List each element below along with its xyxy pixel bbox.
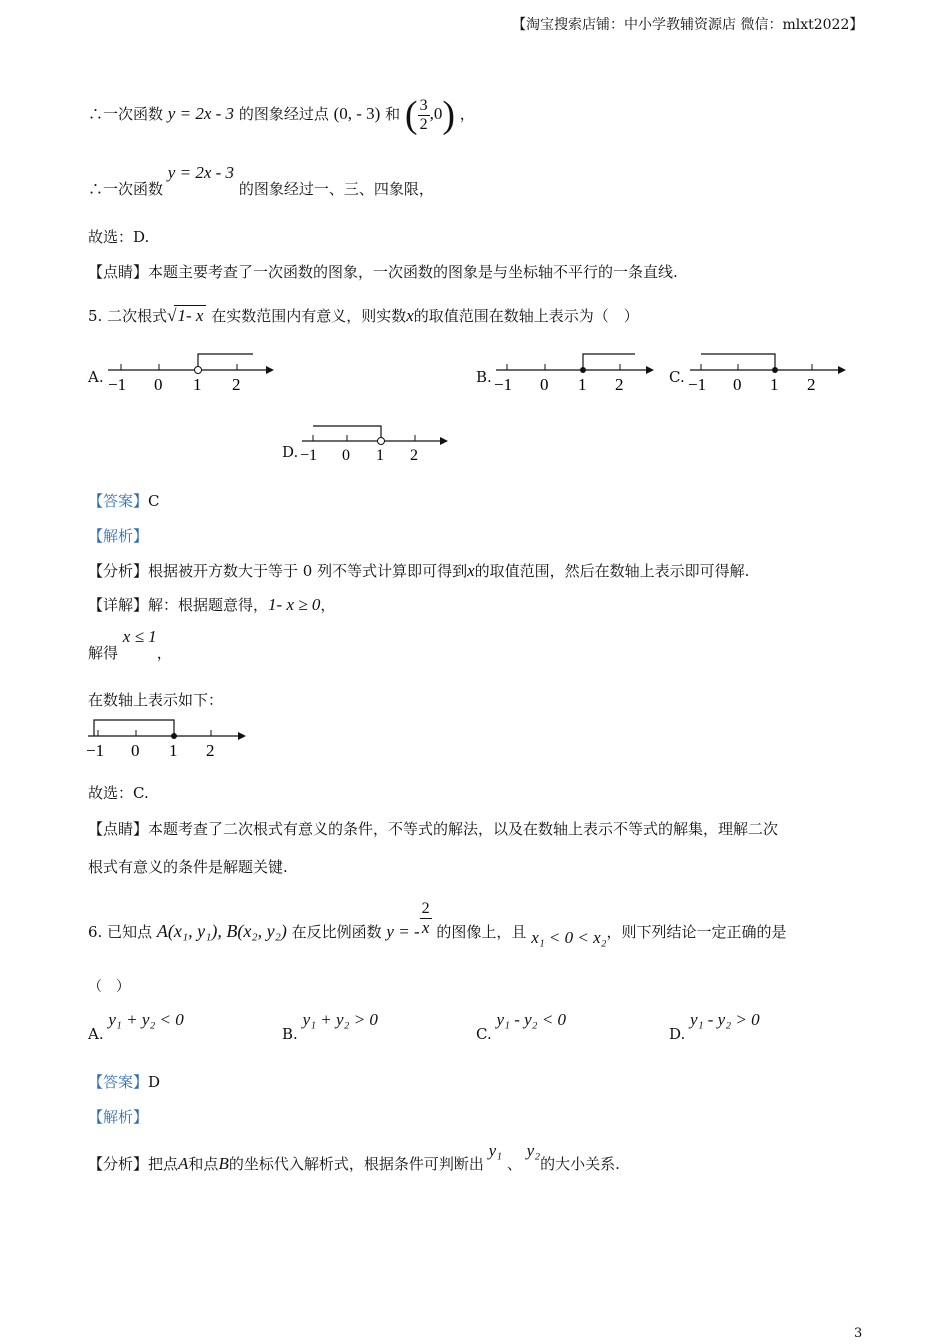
solution-bracket [94,720,174,736]
tick-label: 2 [206,741,215,760]
arrow-icon [238,732,246,740]
comment-text: 本题主要考查了一次函数的图象，一次函数的图象是与坐标轴不平行的一条直线. [148,263,678,281]
q6-answer [88,1071,160,1092]
q5-option-d-label: D. [282,443,299,461]
q6-stem-mid: 在反比例函数 [291,922,382,941]
q6-fenxi [88,1140,620,1176]
open-dot-icon [195,367,202,374]
page-header: 【淘宝搜索店铺：中小学教辅资源店 微信：mlxt2022】 [512,17,864,33]
q6-func-lhs: y = - [386,921,420,941]
right-paren-icon: ) [442,94,455,136]
q6-stem-mid2: 的图像上，且 [436,922,527,941]
fenxi-text3: 的坐标代入解析式，根据条件可判断出 [228,1155,484,1173]
q5-stem-prefix: 5. 二次根式 [88,307,168,325]
fenxi-pre: 根据被开方数大于等于 0 列不等式计算即可得到 [148,562,468,580]
q4-comment [88,261,678,282]
q5-option-a-numberline [106,346,278,396]
page-number: 3 [854,1326,863,1341]
fenxi-y1: y₁ [488,1141,503,1160]
option-expression: y₁ - y₂ > 0 [690,1010,760,1029]
q5-option-b-numberline [494,346,658,396]
q4-line1-expression: y = 2x - 3 [167,104,235,123]
detail-pre: 解：根据题意得， [148,596,269,614]
q6-analysis-tag: 【解析】 [88,1108,149,1126]
fraction-numerator: 3 [419,96,428,114]
sqrt-icon: √ [167,306,177,325]
solve-expression: x ≤ 1 [122,627,157,646]
q6-option-a [88,1010,184,1044]
fenxi-point-a: A [178,1154,189,1173]
arrow-icon [838,366,846,374]
solve-end: ， [156,644,172,662]
fenxi-text2: 和点 [188,1155,219,1173]
q5-detail [88,594,335,615]
q5-analysis-tag: 【解析】 [88,527,149,545]
tick-label: −1 [688,375,707,394]
fenxi-separator: 、 [506,1155,522,1173]
tick-label: 0 [342,447,350,464]
solid-dot-icon [772,367,778,373]
q5-stem-post: 的取值范围在数轴上表示为（ ） [413,307,639,325]
q6-option-b [282,1010,378,1044]
q5-solve [88,626,172,666]
open-dot-icon [378,438,385,445]
tick-label: −1 [494,375,513,394]
q4-and: 和 [385,105,401,123]
tick-label: 1 [578,375,587,394]
option-label: B. [282,1025,298,1043]
detail-expression: 1- x ≥ 0 [268,595,321,614]
tick-label: 1 [376,447,384,464]
q5-result-numberline [86,712,250,762]
tick-label: 2 [807,375,816,394]
q4-conclusion-line2 [88,162,434,202]
solution-bracket [198,354,253,370]
q4-line2-prefix: ∴一次函数 [88,180,164,198]
solve-label: 解得 [88,644,119,662]
q6-condition: x₁ < 0 < x₂ [531,927,607,947]
option-label: C. [476,1025,492,1043]
tick-label: 0 [733,375,742,394]
option-expression: y₁ - y₂ < 0 [496,1010,567,1029]
tick-label: 2 [410,447,418,464]
fraction-numerator: 2 [421,900,430,917]
q6-option-c [476,1010,566,1044]
q5-option-c-label: C. [669,368,685,386]
answer-value: D [148,1073,161,1091]
fenxi-post: 的取值范围，然后在数轴上表示即可得解. [474,562,750,580]
fenxi-tag: 【分析】 [88,562,149,580]
tick-label: 2 [615,375,624,394]
arrow-icon [646,366,654,374]
q5-show-text: 在数轴上表示如下： [88,691,224,709]
q4-conclusion-line1 [88,92,475,136]
option-expression: y₁ + y₂ < 0 [108,1010,184,1029]
q4-point-1: (0, - 3) [333,104,381,123]
fenxi-tag: 【分析】 [88,1155,149,1173]
fenxi-var: x [467,561,475,580]
q4-fraction-tail: ,0 [429,104,443,123]
solid-dot-icon [171,733,177,739]
comment-tag: 【点睛】 [88,263,149,281]
arrow-icon [266,366,274,374]
option-expression: y₁ + y₂ > 0 [302,1010,378,1029]
answer-tag: 【答案】 [88,1073,149,1091]
q4-line1-mid: 的图象经过点 [238,105,329,123]
comment-text: 本题考查了二次根式有意义的条件，不等式的解法，以及在数轴上表示不等式的解集，理解二次 [148,820,779,838]
fenxi-text1: 把点 [148,1155,179,1173]
q4-line2-post: 的图象经过一、三、四象限， [238,180,434,198]
q5-answer [88,490,160,511]
q5-option-a-label: A. [88,368,104,386]
solid-dot-icon [580,367,586,373]
q5-choice: 故选：C. [88,784,149,802]
q4-fraction [418,97,430,134]
fraction-denominator: 2 [419,115,428,133]
tick-label: 0 [131,741,140,760]
answer-value: C [148,492,160,510]
tick-label: −1 [300,447,318,464]
comment-tag: 【点睛】 [88,820,149,838]
left-paren-icon: ( [404,94,418,136]
q5-option-b-label: B. [476,368,492,386]
option-label: A. [88,1025,104,1043]
q5-stem [88,305,639,326]
detail-tag: 【详解】 [88,596,149,614]
q5-option-d-numberline [300,418,452,466]
q5-comment-line2: 根式有意义的条件是解题关键. [88,858,288,876]
fenxi-point-b: B [218,1154,229,1173]
tick-label: −1 [86,741,105,760]
q6-stem [88,896,787,948]
q5-option-c-numberline [688,346,850,396]
q4-line2-expression: y = 2x - 3 [167,163,235,182]
q5-stem-mid: 在实数范围内有意义，则实数 [211,307,407,325]
tick-label: −1 [108,375,127,394]
fenxi-text4: 的大小关系. [540,1155,620,1173]
tick-label: 1 [169,741,178,760]
tick-label: 1 [770,375,779,394]
solution-bracket [583,354,635,370]
tick-label: 0 [540,375,549,394]
q6-answer-paren: （ ） [88,979,130,995]
q5-stem-var: x [406,306,414,325]
q6-points: A(x₁, y₁), B(x₂, y₂) [156,920,287,941]
q6-stem-prefix: 6. 已知点 [88,922,153,941]
tick-label: 1 [193,375,202,394]
arrow-icon [440,437,448,445]
tick-label: 0 [154,375,163,394]
q5-sqrt-content: 1- x [174,305,206,326]
fenxi-y2: y₂ [526,1141,541,1160]
fraction-denominator: x [421,918,430,937]
q5-fenxi [88,560,749,581]
option-label: D. [669,1025,686,1043]
q6-option-d [669,1010,760,1044]
q4-choice: 故选：D. [88,228,150,246]
q4-line1-prefix: ∴一次函数 [88,105,164,123]
q6-stem-post: ，则下列结论一定正确的是 [606,922,787,941]
detail-end: ， [320,596,336,614]
tick-label: 2 [232,375,241,394]
answer-tag: 【答案】 [88,492,149,510]
q4-line1-end: ， [459,105,475,123]
q5-comment-line1 [88,818,778,839]
q6-func-fraction [420,900,432,937]
